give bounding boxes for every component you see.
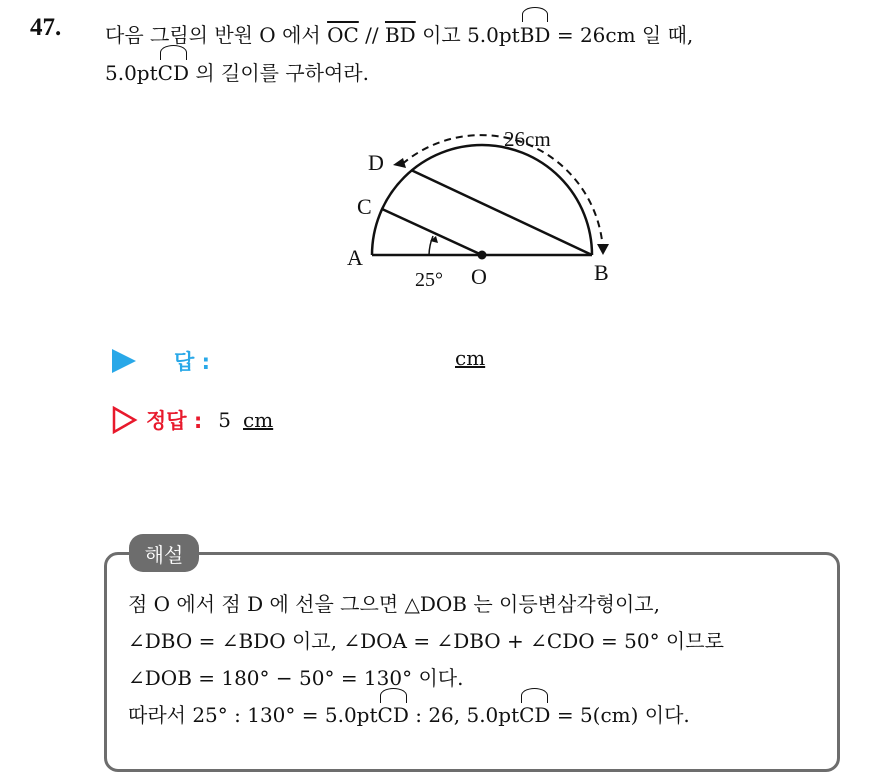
semicircle-diagram: [340, 118, 630, 298]
arc-cd: CD: [519, 697, 550, 734]
angle-mark-25: [429, 236, 433, 255]
segment-oc-line: [382, 209, 482, 255]
correct-answer-label: 정답 :: [146, 409, 203, 433]
solution-tab: 해설: [129, 534, 199, 572]
arrowhead-b: [597, 244, 609, 255]
solution-line-1: 점 O 에서 점 D 에 선을 그으면 △DOB 는 이등변삼각형이고,: [128, 592, 660, 616]
question-line-2: [105, 54, 865, 92]
play-icon: [112, 349, 136, 373]
answer-row: [112, 346, 210, 376]
question-text-part: 이고 5.0pt: [415, 23, 520, 47]
arrowhead-d: [393, 158, 406, 168]
label-arc-length: 26cm: [504, 127, 551, 151]
solution-line-3: ∠DOB = 180° − 50° = 130° 이다.: [128, 666, 464, 690]
solution-text-part: : 26, 5.0pt: [408, 703, 520, 727]
solution-text-part: 따라서 25° : 130° = 5.0pt: [128, 703, 378, 727]
question-number: 47.: [30, 14, 62, 41]
solution-text-part: = 5(cm) 이다.: [550, 703, 690, 727]
label-c: C: [357, 194, 372, 219]
label-d: D: [368, 150, 384, 175]
question-text-part: = 26cm 일 때,: [550, 23, 694, 47]
arc-bd: BD: [520, 16, 551, 54]
center-point-o: [478, 251, 487, 260]
answer-label: 답 :: [174, 350, 210, 374]
label-o: O: [471, 264, 487, 289]
question-text: [105, 16, 865, 92]
segment-bd: $\overline{BD}$: [384, 23, 416, 47]
correct-answer-value: 5: [218, 408, 232, 432]
question-line-1: [105, 16, 865, 54]
answer-unit: cm: [455, 346, 486, 370]
question-text-part: 5.0pt: [105, 61, 158, 85]
correct-answer-unit: cm: [243, 408, 274, 432]
label-angle: 25°: [415, 269, 443, 291]
outline-triangle-icon: [112, 406, 138, 434]
correct-answer-row: [112, 405, 273, 435]
arc-cd: CD: [158, 54, 189, 92]
question-text-part: 의 길이를 구하여라.: [189, 61, 369, 85]
question-text-part: 다음 그림의 반원 O 에서: [105, 23, 328, 47]
solution-text: [128, 586, 828, 734]
parallel-symbol: //: [358, 23, 385, 47]
label-a: A: [347, 245, 363, 270]
label-b: B: [594, 260, 609, 285]
solution-line-4: [128, 697, 828, 734]
solution-line-2: ∠DBO = ∠BDO 이고, ∠DOA = ∠DBO + ∠CDO = 50° 이므로: [128, 629, 724, 653]
arc-cd: CD: [378, 697, 409, 734]
segment-oc: $\overline{OC}$: [327, 23, 359, 47]
